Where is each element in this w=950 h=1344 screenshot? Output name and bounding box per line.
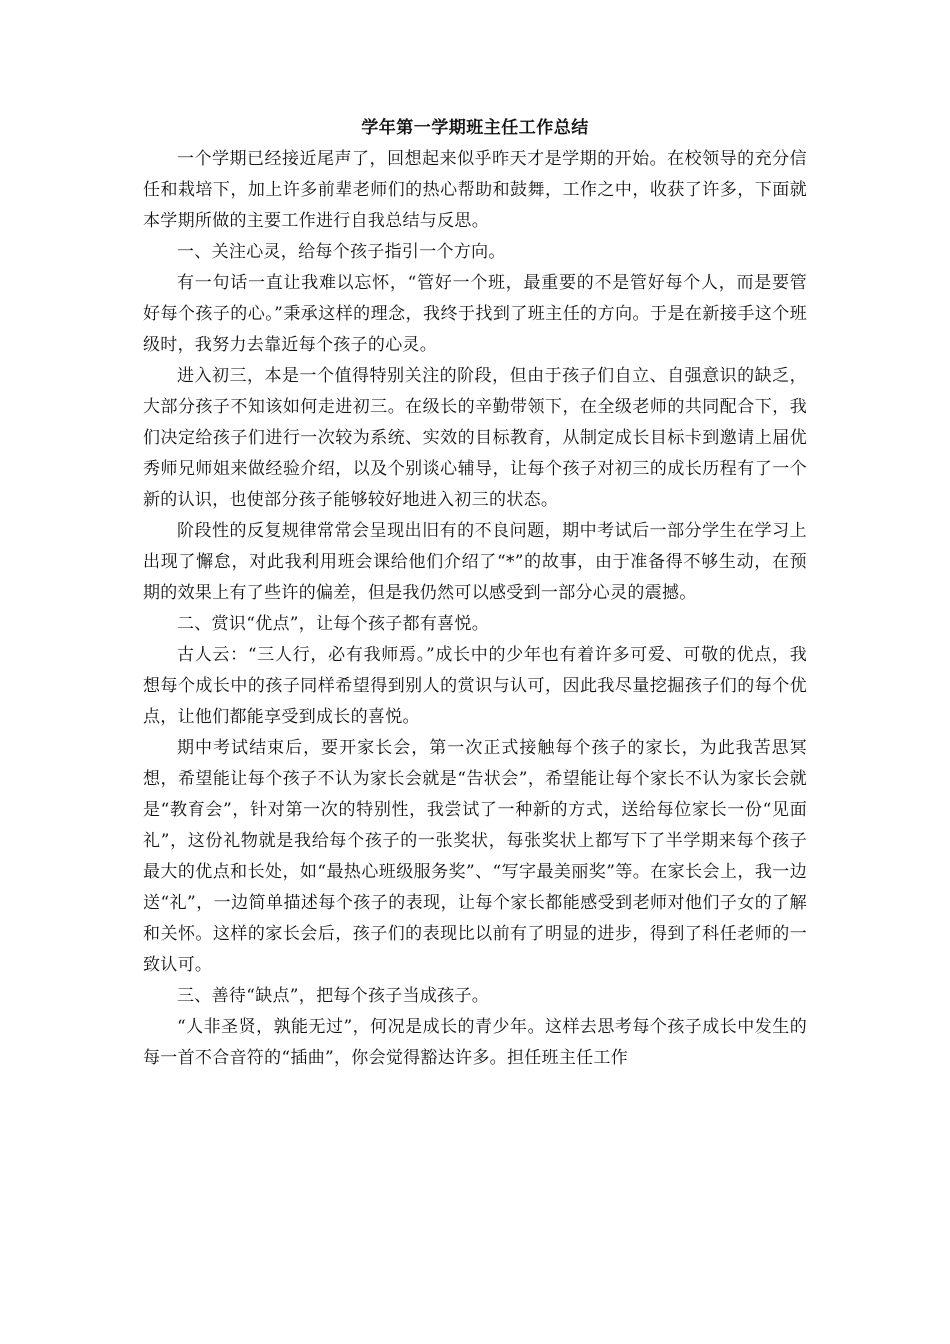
paragraph-1-1: 有一句话一直让我难以忘怀，“管好一个班，最重要的不是管好每个人，而是要管好每个孩子的心。”秉承这样的理念，我终于找到了班主任的方向。于是在新接手这个班级时，我努力去靠近每个孩子的心灵。 [143,273,807,355]
paragraph-2-2: 期中考试结束后，要开家长会，第一次正式接触每个孩子的家长，为此我苦思冥想，希望能让每个孩子不认为家长会就是“告状会”，希望能让每个家长不认为家长会就是“教育会”，针对第一次的特别性，我尝试了一种新的方式，送给每位家长一份“见面礼”，这份礼物就是我给每个孩子的一张奖状，每张奖状上都写下了半学期来每个孩子最大的优点和长处，如“最热心班级服务奖”、“写字最美丽奖”等。在家长会上，我一边送“礼”，一边简单描述每个孩子的表现，让每个家长都能感受到老师对他们子女的了解和关怀。这样的家长会后，孩子们的表现比以前有了明显的进步，得到了科任老师的一致认可。 [143,738,807,975]
section-heading-3: 三、善待“缺点”，把每个孩子当成孩子。 [177,986,490,1006]
paragraph-1-2: 进入初三，本是一个值得特别关注的阶段，但由于孩子们自立、自强意识的缺乏，大部分孩子不知该如何走进初三。在级长的辛勤带领下，在全级老师的共同配合下，我们决定给孩子们进行一次较为系统、实效的目标教育，从制定成长目标卡到邀请上届优秀师兄师姐来做经验介绍，以及个别谈心辅导，让每个孩子对初三的成长历程有了一个新的认识，也使部分孩子能够较好地进入初三的状态。 [143,366,807,510]
document-title: 学年第一学期班主任工作总结 [361,118,589,138]
paragraph-2-1: 古人云：“三人行，必有我师焉。”成长中的少年也有着许多可爱、可敬的优点，我想每个成长中的孩子同样希望得到别人的赏识与认可，因此我尽量挖掘孩子们的每个优点，让他们都能享受到成长的喜悦。 [143,645,807,727]
paragraph-3-1: “人非圣贤，孰能无过”，何况是成长的青少年。这样去思考每个孩子成长中发生的每一首不合音符的“插曲”，你会觉得豁达许多。担任班主任工作 [143,1017,807,1068]
section-heading-1: 一、关注心灵，给每个孩子指引一个方向。 [177,242,506,262]
section-heading-2: 二、赏识“优点”，让每个孩子都有喜悦。 [177,614,490,634]
paragraph-intro: 一个学期已经接近尾声了，回想起来似乎昨天才是学期的开始。在校领导的充分信任和栽培下，加上许多前辈老师们的热心帮助和鼓舞，工作之中，收获了许多，下面就本学期所做的主要工作进行自我总结与反思。 [143,149,807,231]
paragraph-1-3: 阶段性的反复规律常常会呈现出旧有的不良问题，期中考试后一部分学生在学习上出现了懈怠，对此我利用班会课给他们介绍了“*”的故事，由于准备得不够生动，在预期的效果上有了些许的偏差，但是我仍然可以感受到一部分心灵的震撼。 [143,521,807,603]
document-body [143,114,807,1074]
